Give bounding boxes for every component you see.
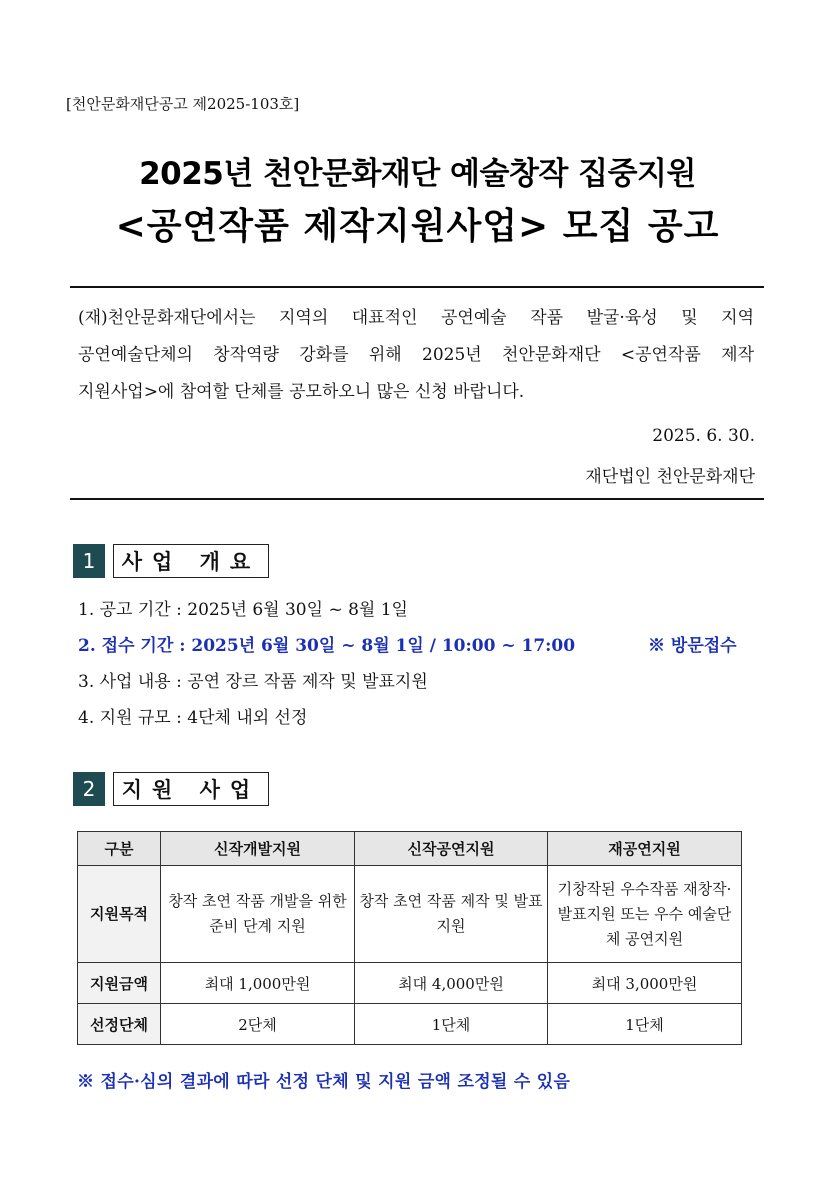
section-1-header bbox=[73, 544, 269, 578]
section-number-badge: 1 bbox=[73, 544, 105, 578]
visit-submission-note: ※ 방문접수 bbox=[648, 636, 737, 656]
table-header-cell: 신작공연지원 bbox=[355, 832, 548, 866]
issuer-name: 재단법인 천안문화재단 bbox=[585, 467, 755, 487]
intro-line: 공연예술단체의 창작역량 강화를 위해 2025년 천안문화재단 <공연작품 제작 bbox=[78, 345, 754, 365]
overview-item bbox=[78, 667, 768, 703]
overview-item-text: 1. 공고 기간 : 2025년 6월 30일 ~ 8월 1일 bbox=[78, 600, 408, 620]
section-title: 사업 개요 bbox=[113, 544, 269, 578]
table-row bbox=[78, 1004, 742, 1045]
overview-item bbox=[78, 703, 768, 739]
table-cell: 1단체 bbox=[548, 1004, 742, 1045]
section-2-header bbox=[73, 772, 269, 806]
row-label: 지원목적 bbox=[78, 866, 161, 963]
table-cell: 창작 초연 작품 제작 및 발표지원 bbox=[355, 866, 548, 963]
row-label: 지원금액 bbox=[78, 963, 161, 1004]
intro-line: (재)천안문화재단에서는 지역의 대표적인 공연예술 작품 발굴·육성 및 지역 bbox=[78, 308, 754, 328]
table-row bbox=[78, 963, 742, 1004]
table-cell: 기창작된 우수작품 재창작·발표지원 또는 우수 예술단체 공연지원 bbox=[548, 866, 742, 963]
table-row bbox=[78, 866, 742, 963]
table-cell: 최대 4,000만원 bbox=[355, 963, 548, 1004]
intro-line: 지원사업>에 참여할 단체를 공모하오니 많은 신청 바랍니다. bbox=[78, 382, 525, 402]
section-title: 지원 사업 bbox=[113, 772, 269, 806]
support-program-table bbox=[77, 831, 742, 1045]
overview-list bbox=[78, 595, 768, 739]
divider-top bbox=[70, 286, 764, 288]
table-header-cell: 구분 bbox=[78, 832, 161, 866]
table-cell: 최대 3,000만원 bbox=[548, 963, 742, 1004]
overview-item-text: 4. 지원 규모 : 4단체 내외 선정 bbox=[78, 708, 308, 728]
row-label: 선정단체 bbox=[78, 1004, 161, 1045]
table-cell: 최대 1,000만원 bbox=[161, 963, 355, 1004]
title-line-2: <공연작품 제작지원사업> 모집 공고 bbox=[115, 206, 720, 247]
overview-item bbox=[78, 595, 768, 631]
overview-item-text: 2. 접수 기간 : 2025년 6월 30일 ~ 8월 1일 / 10:00 ~ 17:00 bbox=[78, 636, 576, 656]
adjustment-note: ※ 접수·심의 결과에 따라 선정 단체 및 지원 금액 조정될 수 있음 bbox=[77, 1072, 571, 1092]
divider-bottom bbox=[70, 498, 764, 500]
table-cell: 1단체 bbox=[355, 1004, 548, 1045]
notice-date: 2025. 6. 30. bbox=[652, 426, 755, 446]
table-cell: 창작 초연 작품 개발을 위한 준비 단계 지원 bbox=[161, 866, 355, 963]
table-cell: 2단체 bbox=[161, 1004, 355, 1045]
table-header-cell: 재공연지원 bbox=[548, 832, 742, 866]
section-number-badge: 2 bbox=[73, 772, 105, 806]
title-line-1: 2025년 천안문화재단 예술창작 집중지원 bbox=[139, 156, 696, 192]
overview-item-text: 3. 사업 내용 : 공연 장르 작품 제작 및 발표지원 bbox=[78, 672, 428, 692]
overview-item-highlight bbox=[78, 631, 768, 667]
table-header-row bbox=[78, 832, 742, 866]
notice-number: [천안문화재단공고 제2025-103호] bbox=[66, 95, 300, 113]
intro-paragraph bbox=[78, 300, 754, 411]
table-header-cell: 신작개발지원 bbox=[161, 832, 355, 866]
